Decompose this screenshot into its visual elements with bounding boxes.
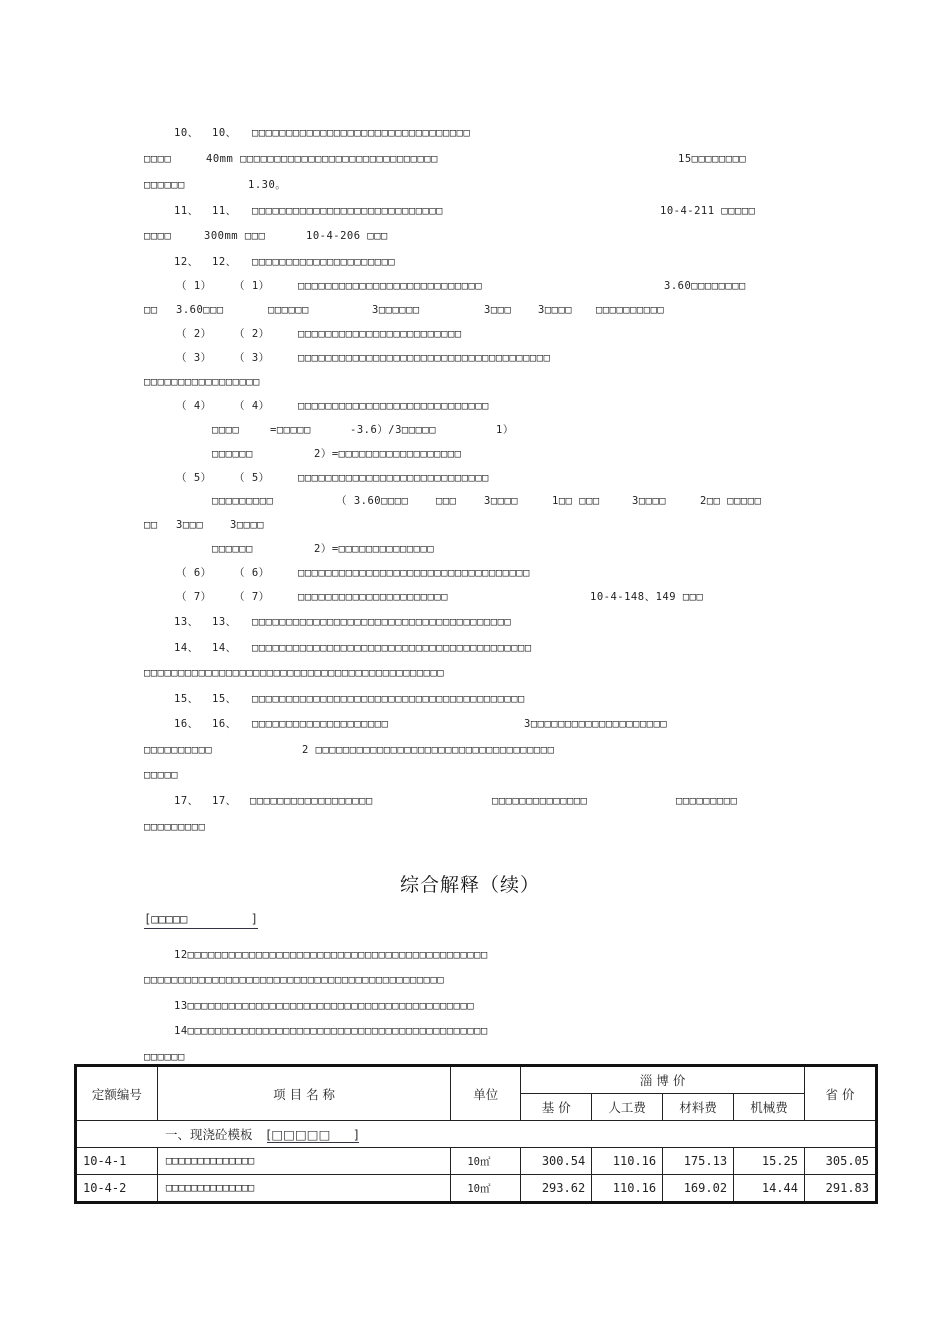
text-fragment: （ 5） <box>176 472 212 484</box>
text-fragment: 3□□□□ <box>538 304 573 316</box>
section-link[interactable] <box>144 912 258 929</box>
text-fragment: 1） <box>496 424 514 436</box>
cell-province: 291.83 <box>804 1175 876 1203</box>
header-base: 基 价 <box>521 1094 592 1121</box>
text-fragment: 10-4-211 □□□□□ <box>660 205 756 217</box>
text-fragment: 3□□□□ <box>632 495 667 507</box>
text-fragment: □□□□□□□□□□□□□□□□□□□□□□ <box>298 591 449 603</box>
section-row-link-right: ] <box>353 1127 359 1142</box>
cell-base: 293.62 <box>521 1175 592 1203</box>
text-fragment: =□□□□□ <box>270 424 311 436</box>
text-fragment: 15、 <box>212 693 237 705</box>
text-fragment: （ 1） <box>176 280 212 292</box>
text-fragment: 3□□□ <box>484 304 512 316</box>
text-fragment: 13、 <box>212 616 237 628</box>
text-fragment: □□□□□□□□□□□□□□□□□□□□□□□□□□□□ <box>298 472 490 484</box>
header-material: 材料费 <box>663 1094 734 1121</box>
text-fragment: □□□□□□□□□□□□□□□□□□□□□□□□□□□□□□□□□□ <box>298 567 530 579</box>
text-fragment: □□ <box>144 304 158 316</box>
text-fragment: 10-4-206 □□□ <box>306 230 388 242</box>
text-fragment: 12、 <box>212 256 237 268</box>
text-fragment: □□□□□□□□□ <box>676 795 738 807</box>
text-fragment: 16、 <box>212 718 237 730</box>
text-fragment: □□□□ <box>144 230 172 242</box>
text-fragment: 2□□ □□□□□ <box>700 495 762 507</box>
text-fragment: 12□□□□□□□□□□□□□□□□□□□□□□□□□□□□□□□□□□□□□□□□□□□□ <box>174 949 488 961</box>
text-fragment: □□□□□□□□□□□□□□ <box>492 795 588 807</box>
text-fragment: 17、 <box>174 795 199 807</box>
text-fragment: □□□□□□□□□□□□□□□□□□□□□□□□□□□□□□□□ <box>252 127 471 139</box>
cell-code: 10-4-1 <box>76 1148 158 1175</box>
header-province: 省 价 <box>804 1066 876 1121</box>
header-code: 定额编号 <box>76 1066 158 1121</box>
cell-labor: 110.16 <box>592 1148 663 1175</box>
text-fragment: □□□□□□□□□□□□□□□□□□□□ <box>252 718 389 730</box>
text-fragment: 11、 <box>212 205 237 217</box>
text-fragment: -3.6）/3□□□□□ <box>350 424 437 436</box>
text-fragment: □□□□ <box>212 424 240 436</box>
text-fragment: 11、 <box>174 205 199 217</box>
text-fragment: □□□□□□□□□□□□□□□□□ <box>144 376 260 388</box>
cell-name: □□□□□□□□□□□□□□ <box>157 1148 451 1175</box>
text-fragment: 3.60□□□ <box>176 304 224 316</box>
header-name: 项 目 名 称 <box>157 1066 451 1121</box>
text-fragment: 3□□□□ <box>230 519 265 531</box>
text-fragment: □□□□□□□□□□□□□□□□□□□□□ <box>252 256 396 268</box>
text-fragment: 3□□□□□□□□□□□□□□□□□□□□ <box>524 718 668 730</box>
cell-machine: 14.44 <box>734 1175 805 1203</box>
text-fragment: □□□□□□□□□□□□□□□□□□□□□□□□ <box>298 328 462 340</box>
text-fragment: （ 2） <box>176 328 212 340</box>
cell-labor: 110.16 <box>592 1175 663 1203</box>
text-fragment: □□□□ <box>144 153 172 165</box>
text-fragment: □□□□□□□□□□□□□□□□□□□□□□□□□□□□□□□□□□□□□□□□ <box>252 693 525 705</box>
text-fragment: 10-4-148、149 □□□ <box>590 591 704 603</box>
text-fragment: 2）=□□□□□□□□□□□□□□□□□□ <box>314 448 462 460</box>
text-fragment: □□□□□□□□□□□□□□□□□□ <box>250 795 373 807</box>
text-fragment: 13、 <box>174 616 199 628</box>
text-fragment: 15□□□□□□□□ <box>678 153 747 165</box>
header-labor: 人工费 <box>592 1094 663 1121</box>
text-fragment: 14、 <box>212 642 237 654</box>
text-fragment: 2）=□□□□□□□□□□□□□□ <box>314 543 435 555</box>
text-fragment: □□□□□□□□□□□□□□□□□□□□□□□□□□□□□□□□□□□□□□ <box>252 616 512 628</box>
text-fragment: （ 7） <box>176 591 212 603</box>
section-title: 综合解释（续） <box>399 874 540 896</box>
header-group: 淄 博 价 <box>521 1066 805 1094</box>
text-fragment: □□□□□□□□□ <box>144 821 206 833</box>
text-fragment: （ 4） <box>176 400 212 412</box>
text-fragment: （ 2） <box>234 328 270 340</box>
text-fragment: （ 3） <box>176 352 212 364</box>
text-fragment: 300mm □□□ <box>204 230 266 242</box>
table-section-row <box>76 1121 877 1148</box>
text-fragment: （ 3.60□□□□ <box>336 495 409 507</box>
text-fragment: （ 5） <box>234 472 270 484</box>
text-fragment: （ 6） <box>176 567 212 579</box>
text-fragment: □□□□□□ <box>212 448 253 460</box>
cell-unit: 10㎡ <box>451 1175 521 1203</box>
text-fragment: 15、 <box>174 693 199 705</box>
cell-material: 175.13 <box>663 1148 734 1175</box>
text-fragment: 1.30。 <box>248 179 287 191</box>
cell-material: 169.02 <box>663 1175 734 1203</box>
cell-unit: 10㎡ <box>451 1148 521 1175</box>
text-fragment: □□ <box>144 519 158 531</box>
text-fragment: 14□□□□□□□□□□□□□□□□□□□□□□□□□□□□□□□□□□□□□□□□□□□□ <box>174 1025 488 1037</box>
section-row-link-left: [□□□□□ <box>266 1127 331 1142</box>
text-fragment: 16、 <box>174 718 199 730</box>
cell-name: □□□□□□□□□□□□□□ <box>157 1175 451 1203</box>
text-fragment: □□□□□□□□□□□□□□□□□□□□□□□□□□□□□□□□□□□□□□□□□ <box>252 642 532 654</box>
text-fragment: 3□□□□□□ <box>372 304 420 316</box>
text-fragment: □□□□□□□□□□ <box>144 744 213 756</box>
text-fragment: □□□□□□ <box>212 543 253 555</box>
section-row-link[interactable] <box>267 1127 359 1143</box>
text-fragment: □□□□□□□□□□□□□□□□□□□□□□□□□□□ <box>298 280 483 292</box>
section-link-left: [□□□□□ <box>144 912 188 926</box>
text-fragment: 3.60□□□□□□□□ <box>664 280 746 292</box>
cell-province: 305.05 <box>804 1148 876 1175</box>
text-fragment: （ 4） <box>234 400 270 412</box>
text-fragment: □□□□□□□□□□□□□□□□□□□□□□□□□□□□ <box>252 205 444 217</box>
text-fragment: □□□□□□□□□□□□□□□□□□□□□□□□□□□□□□□□□□□□□□□□□□□□ <box>144 667 445 679</box>
header-machine: 机械费 <box>734 1094 805 1121</box>
text-fragment: 3□□□ <box>176 519 204 531</box>
section-link-right: ] <box>250 912 258 926</box>
table-row <box>76 1175 877 1203</box>
text-fragment: 17、 <box>212 795 237 807</box>
text-fragment: （ 1） <box>234 280 270 292</box>
cell-machine: 15.25 <box>734 1148 805 1175</box>
text-fragment: 2 □□□□□□□□□□□□□□□□□□□□□□□□□□□□□□□□□□□ <box>302 744 555 756</box>
table-row <box>76 1148 877 1175</box>
text-fragment: □□□ <box>436 495 457 507</box>
text-fragment: （ 6） <box>234 567 270 579</box>
text-fragment: □□□□□□□□□ <box>212 495 274 507</box>
text-fragment: 14、 <box>174 642 199 654</box>
text-fragment: □□□□□□ <box>144 179 185 191</box>
cell-base: 300.54 <box>521 1148 592 1175</box>
text-fragment: 3□□□□ <box>484 495 519 507</box>
text-fragment: □□□□□ <box>144 769 179 781</box>
header-unit: 单位 <box>451 1066 521 1121</box>
text-fragment: 40mm □□□□□□□□□□□□□□□□□□□□□□□□□□□□□ <box>206 153 438 165</box>
text-fragment: □□□□□□ <box>144 1051 185 1063</box>
text-fragment: □□□□□□□□□□□□□□□□□□□□□□□□□□□□□□□□□□□□□□□□□□□□ <box>144 974 445 986</box>
text-fragment: □□□□□□□□□□□□□□□□□□□□□□□□□□□□ <box>298 400 490 412</box>
section-label: 一、现浇砼模板 <box>165 1127 253 1142</box>
text-fragment: 10、 <box>174 127 199 139</box>
text-fragment: （ 3） <box>234 352 270 364</box>
text-fragment: 10、 <box>212 127 237 139</box>
text-fragment: （ 7） <box>234 591 270 603</box>
cell-code: 10-4-2 <box>76 1175 158 1203</box>
text-fragment: 13□□□□□□□□□□□□□□□□□□□□□□□□□□□□□□□□□□□□□□□□□□ <box>174 1000 475 1012</box>
quota-table <box>74 1064 878 1204</box>
text-fragment: 12、 <box>174 256 199 268</box>
text-fragment: □□□□□□□□□□□□□□□□□□□□□□□□□□□□□□□□□□□□□ <box>298 352 551 364</box>
text-fragment: □□□□□□□□□□ <box>596 304 665 316</box>
text-fragment: 1□□ □□□ <box>552 495 600 507</box>
text-fragment: □□□□□□ <box>268 304 309 316</box>
